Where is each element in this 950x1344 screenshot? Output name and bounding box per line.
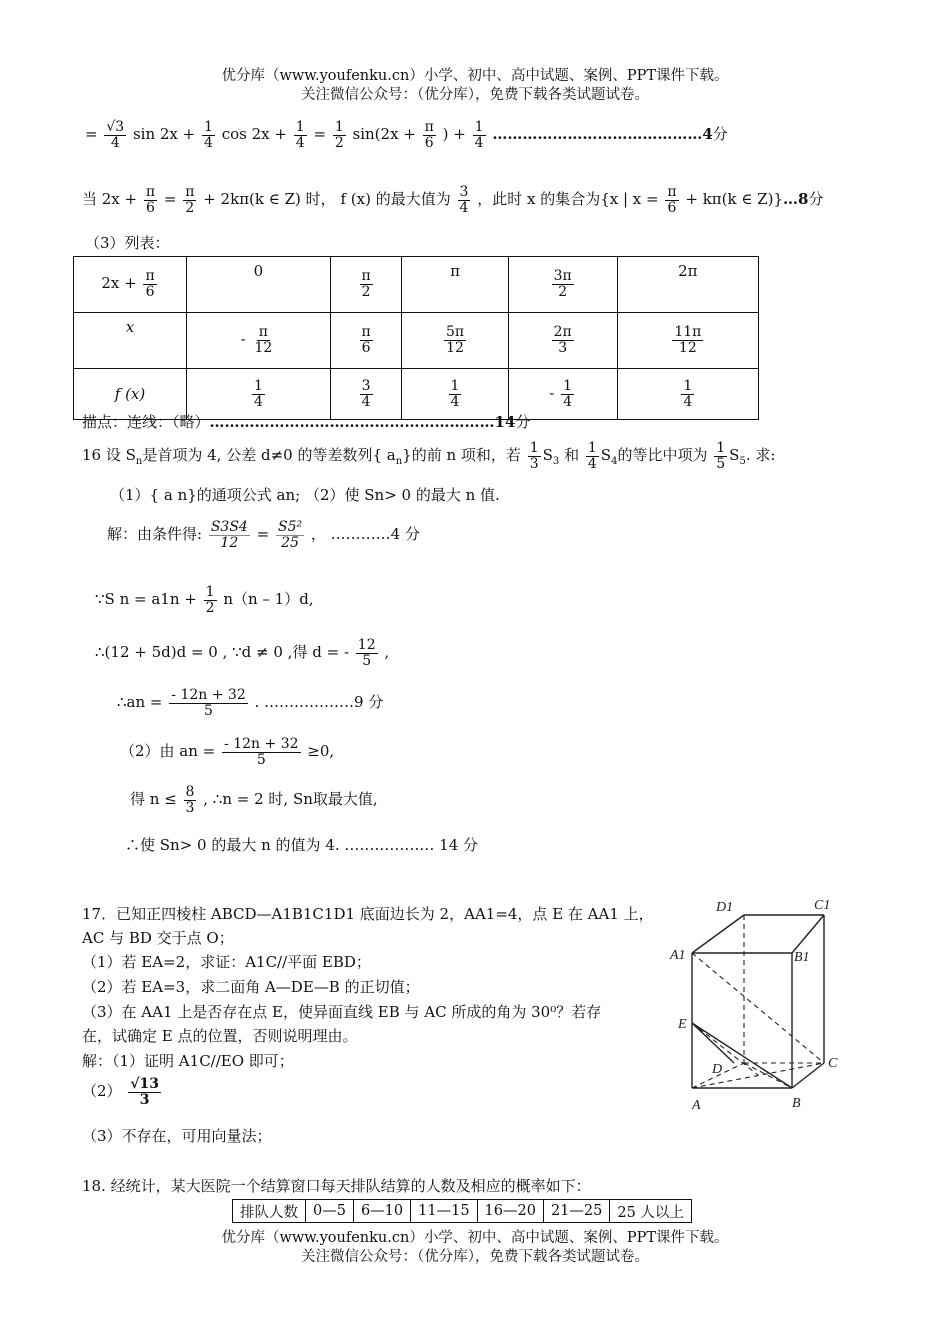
q16-solution-3: ∴(12 + 5d)d = 0 , ∵d ≠ 0 ,得 d = - $\frac{12}{5}$ , bbox=[95, 637, 390, 669]
table-cell: $\frac{\pi}{2}$ bbox=[330, 257, 401, 313]
table-cell: - $\frac{\pi}{12}$ bbox=[187, 313, 331, 369]
q17-line-8: （2） $\frac{√13}{3}$ bbox=[82, 1076, 160, 1108]
score: …8 bbox=[783, 190, 809, 209]
table-cell: 0 bbox=[187, 257, 331, 313]
fraction-1-over-4-b: $\frac{1}{4}$ bbox=[295, 119, 305, 151]
q15-equation-line bbox=[85, 120, 728, 150]
table-cell: 排队人数 bbox=[233, 1200, 306, 1223]
table-cell: $\frac{5\pi}{12}$ bbox=[402, 313, 508, 369]
queue-table bbox=[232, 1199, 692, 1223]
eq-sign: = bbox=[85, 125, 98, 144]
label-d1: D1 bbox=[716, 900, 734, 915]
row-label: 2x + $\frac{\pi}{6}$ bbox=[74, 257, 187, 313]
table-cell: 0—5 bbox=[306, 1200, 354, 1223]
sin-open: sin(2x + bbox=[352, 125, 416, 144]
table-cell: $\frac{2\pi}{3}$ bbox=[508, 313, 617, 369]
q16-solution-6: 得 n ≤ $\frac{8}{3}$ , ∴n = 2 时, Sn取最大值, bbox=[130, 784, 378, 816]
row-label: x bbox=[74, 313, 187, 369]
table-cell: $\frac{3}{4}$ bbox=[330, 369, 401, 420]
label-e: E bbox=[678, 1017, 687, 1032]
score-unit: 分 bbox=[808, 190, 824, 209]
table-cell: $\frac{1}{4}$ bbox=[617, 369, 758, 420]
table-cell: 25 人以上 bbox=[610, 1200, 692, 1223]
eq-sign-2: = bbox=[313, 125, 327, 144]
q17-line-2: AC 与 BD 交于点 O； bbox=[82, 929, 234, 947]
q16-solution-2: ∵S n = a1n + $\frac{1}{2}$ n（n – 1）d, bbox=[95, 584, 314, 616]
prism-figure bbox=[664, 893, 848, 1118]
fraction-1-over-2: $\frac{1}{2}$ bbox=[334, 119, 344, 151]
fraction-pi-over-6: $\frac{\pi}{6}$ bbox=[424, 119, 434, 151]
footer-line-2: 关注微信公众号：（优分库），免费下载各类试题试卷。 bbox=[301, 1249, 649, 1265]
label-a: A bbox=[692, 1098, 701, 1113]
fraction-1-over-4-c: $\frac{1}{4}$ bbox=[474, 119, 484, 151]
text: 当 2x + bbox=[82, 190, 138, 209]
diagonal bbox=[692, 953, 824, 1063]
text: ，此时 x 的集合为{x | x = bbox=[477, 190, 659, 209]
text: + 2kπ(k ∈ Z) 时， bbox=[203, 190, 336, 209]
q17-line-3: （1）若 EA=2，求证：A1C//平面 EBD； bbox=[82, 953, 371, 971]
table-cell: $\frac{11\pi}{12}$ bbox=[617, 313, 758, 369]
q16-solution-1: 解：由条件得: $\frac{S3S4}{12}$ = $\frac{\text{S5²}}{25}$ ， …………4 分 bbox=[107, 519, 420, 551]
table-cell: 21—25 bbox=[543, 1200, 609, 1223]
score-unit: 分 bbox=[712, 125, 728, 144]
table-cell: π bbox=[402, 257, 508, 313]
fraction-pi-over-6-b: $\frac{\pi}{6}$ bbox=[667, 184, 677, 216]
plot-line: 描点：连线：（略）…………………………………………………14分 bbox=[82, 413, 531, 431]
q16-solution-5: （2）由 an = $\frac{- 12n + 32}{5}$ ≥0, bbox=[120, 736, 335, 768]
table-row bbox=[233, 1200, 692, 1223]
fraction-3-over-4: $\frac{3}{4}$ bbox=[459, 184, 469, 216]
sin-term: sin 2x + bbox=[132, 125, 196, 144]
score-dots: ……………………………………4 bbox=[492, 125, 713, 144]
q18-stem: 18. 经统计，某大医院一个结算窗口每天排队结算的人数及相应的概率如下： bbox=[82, 1177, 591, 1195]
q17-line-9: （3）不存在，可用向量法； bbox=[82, 1127, 272, 1145]
label-a1: A1 bbox=[670, 948, 686, 963]
edge bbox=[792, 1063, 824, 1088]
q17-line-6: 在，试确定 E 点的位置，否则说明理由。 bbox=[82, 1027, 358, 1045]
edge bbox=[792, 915, 824, 953]
q15-max-line bbox=[82, 185, 824, 215]
label-c: C bbox=[828, 1056, 838, 1071]
q17-line-1: 17．已知正四棱柱 ABCD—A1B1C1D1 底面边长为 2，AA1=4，点 E 在 AA1 上， bbox=[82, 905, 654, 923]
header-line-2: 关注微信公众号：（优分库），免费下载各类试题试卷。 bbox=[301, 87, 649, 103]
q17-line-7: 解：（1）证明 A1C//EO 即可； bbox=[82, 1052, 294, 1070]
table-cell: 6—10 bbox=[353, 1200, 410, 1223]
q16-stem: 16 设 $S_n$是首项为 4, 公差 d≠0 的等差数列{ $a_n$}的前 n 项和，若 $\frac{1}{3}$ $S_3$ 和 $\frac{1}{4}$ $S_4$的等比中项为 $\frac{1}{5}$ $S_5$. 求: bbox=[82, 440, 776, 472]
eq-sign: = bbox=[163, 190, 177, 209]
edge-eb bbox=[692, 1023, 792, 1088]
table-row bbox=[74, 257, 759, 313]
diagonal bbox=[744, 1063, 792, 1088]
table-cell: $\frac{3\pi}{2}$ bbox=[508, 257, 617, 313]
cos-term: cos 2x + bbox=[221, 125, 287, 144]
table-cell: $\frac{\pi}{6}$ bbox=[330, 313, 401, 369]
edge-ed bbox=[692, 1023, 734, 1063]
label-c1: C1 bbox=[814, 898, 831, 913]
fraction-1-over-4: $\frac{1}{4}$ bbox=[204, 119, 213, 151]
q16-solution-4: ∴an = $\frac{- 12n + 32}{5}$ . ………………9 分 bbox=[117, 687, 384, 719]
close-plus: ) + bbox=[442, 125, 466, 144]
label-d: D bbox=[712, 1062, 723, 1077]
text: f (x) 的最大值为 bbox=[340, 190, 451, 209]
row-label: f (x) bbox=[74, 369, 187, 420]
value-table bbox=[73, 256, 759, 420]
table-cell: $\frac{1}{4}$ bbox=[402, 369, 508, 420]
fraction-pi-over-2: $\frac{\pi}{2}$ bbox=[185, 184, 195, 216]
q16-parts: （1）{ a n}的通项公式 an; （2）使 Sn> 0 的最大 n 值. bbox=[110, 486, 500, 504]
label-b1: B1 bbox=[794, 950, 810, 965]
q17-line-4: （2）若 EA=3，求二面角 A—DE—B 的正切值； bbox=[82, 978, 420, 996]
q16-solution-7: ∴使 Sn> 0 的最大 n 的值为 4. ……………… 14 分 bbox=[125, 836, 479, 854]
fraction-pi-over-6: $\frac{\pi}{6}$ bbox=[145, 184, 156, 216]
table-row bbox=[74, 313, 759, 369]
table-cell: 11—15 bbox=[411, 1200, 477, 1223]
q17-line-5: （3）在 AA1 上是否存在点 E，使异面直线 EB 与 AC 所成的角为 30⁰？若存 bbox=[82, 1003, 602, 1021]
edge bbox=[692, 915, 744, 953]
fraction-sqrt3-over-4: $\frac{√3}{4}$ bbox=[106, 119, 125, 151]
table-cell: 16—20 bbox=[477, 1200, 543, 1223]
text: + kπ(k ∈ Z)} bbox=[685, 190, 784, 209]
table-cell: $\frac{1}{4}$ bbox=[187, 369, 331, 420]
part3-label: （3）列表： bbox=[85, 234, 170, 252]
header-line-1: 优分库（www.youfenku.cn）小学、初中、高中试题、案例、PPT课件下载。 bbox=[221, 68, 729, 84]
table-cell: 2π bbox=[617, 257, 758, 313]
footer-line-1: 优分库（www.youfenku.cn）小学、初中、高中试题、案例、PPT课件下载。 bbox=[221, 1230, 729, 1246]
label-b: B bbox=[792, 1096, 801, 1111]
table-cell: - $\frac{1}{4}$ bbox=[508, 369, 617, 420]
diagonal bbox=[692, 1023, 758, 1075]
